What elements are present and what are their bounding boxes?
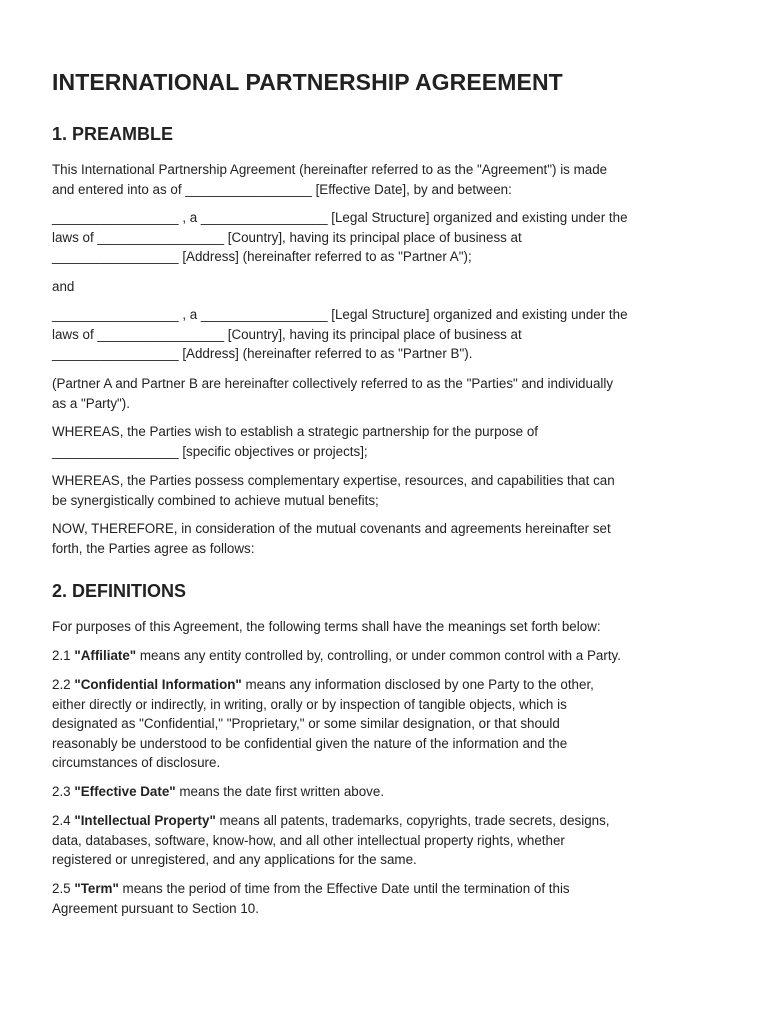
text-line: circumstances of disclosure. — [52, 755, 221, 770]
defined-term: "Affiliate" — [74, 648, 137, 663]
definition-first-line — [52, 675, 732, 695]
text-line: be synergistically combined to achieve mutual benefits; — [52, 492, 379, 508]
definition-first-line — [52, 811, 732, 831]
definition-text: means any information disclosed by one Party to the other, — [245, 677, 594, 692]
definitions-heading: 2. DEFINITIONS — [52, 581, 187, 601]
defined-term: "Confidential Information" — [74, 677, 242, 692]
text-line: _________________ , a _________________ [Legal Structure] organized and existing under the — [52, 210, 628, 225]
definition-affiliate — [52, 646, 732, 666]
text-line: designated as "Confidential," "Proprietary," or some similar designation, or that should — [52, 716, 560, 731]
preamble-intro-paragraph — [52, 160, 732, 199]
text-line: data, databases, software, know-how, and all other intellectual property rights, whether — [52, 832, 565, 848]
and-conjunction — [52, 277, 732, 297]
definition-term — [52, 879, 732, 918]
text-line: Agreement pursuant to Section 10. — [52, 900, 259, 916]
text-line: forth, the Parties agree as follows: — [52, 540, 255, 556]
text-line: _________________ [specific objectives or projects]; — [52, 443, 368, 459]
text-line: WHEREAS, the Parties possess complementary expertise, resources, and capabilities that can — [52, 473, 615, 488]
whereas-clause-1 — [52, 422, 732, 461]
text-line: reasonably be understood to be confidential given the nature of the information and the — [52, 735, 568, 751]
definition-number: 2.2 — [52, 677, 71, 692]
text-line: NOW, THEREFORE, in consideration of the mutual covenants and agreements hereinafter set — [52, 521, 611, 536]
text-line: For purposes of this Agreement, the following terms shall have the meanings set forth below: — [52, 619, 601, 634]
now-therefore-clause — [52, 519, 732, 558]
definition-text: means the period of time from the Effective Date until the termination of this — [122, 881, 570, 896]
definition-number: 2.3 — [52, 784, 71, 799]
partner-b-paragraph — [52, 305, 732, 364]
text-line: This International Partnership Agreement (hereinafter referred to as the "Agreement") is made — [52, 162, 608, 177]
definition-text: means the date first written above. — [179, 784, 385, 799]
definition-confidential-information — [52, 675, 732, 773]
definition-number: 2.5 — [52, 881, 71, 896]
text-line: and entered into as of _________________ [Effective Date], by and between: — [52, 181, 512, 197]
text-line: laws of _________________ [Country], having its principal place of business at — [52, 229, 522, 245]
definition-first-line — [52, 646, 732, 666]
partner-a-paragraph — [52, 208, 732, 267]
parties-definition-paragraph — [52, 374, 732, 413]
definition-first-line — [52, 782, 732, 802]
definition-text: means any entity controlled by, controlling, or under common control with a Party. — [139, 648, 621, 663]
preamble-heading: 1. PREAMBLE — [52, 124, 174, 144]
text-line: _________________ , a _________________ [Legal Structure] organized and existing under the — [52, 307, 628, 322]
whereas-clause-2 — [52, 471, 732, 510]
text-line: and — [52, 279, 75, 294]
definition-number: 2.4 — [52, 813, 71, 828]
text-line: registered or unregistered, and any applications for the same. — [52, 852, 417, 867]
text-line: either directly or indirectly, in writing, orally or by inspection of tangible objects, which is — [52, 696, 567, 712]
definition-intellectual-property — [52, 811, 732, 870]
text-line: WHEREAS, the Parties wish to establish a strategic partnership for the purpose of — [52, 424, 539, 439]
defined-term: "Intellectual Property" — [74, 813, 216, 828]
text-line: (Partner A and Partner B are hereinafter collectively referred to as the "Parties" and individually — [52, 376, 614, 391]
definition-text: means all patents, trademarks, copyrights, trade secrets, designs, — [219, 813, 610, 828]
definition-first-line — [52, 879, 732, 899]
definition-effective-date — [52, 782, 732, 802]
defined-term: "Term" — [74, 881, 119, 896]
text-line: _________________ [Address] (hereinafter referred to as "Partner A"); — [52, 249, 472, 264]
definitions-intro — [52, 617, 732, 637]
text-line: laws of _________________ [Country], having its principal place of business at — [52, 326, 522, 342]
document-title: INTERNATIONAL PARTNERSHIP AGREEMENT — [52, 69, 563, 95]
text-line: as a "Party"). — [52, 395, 130, 411]
definition-number: 2.1 — [52, 648, 71, 663]
defined-term: "Effective Date" — [74, 784, 176, 799]
text-line: _________________ [Address] (hereinafter referred to as "Partner B"). — [52, 346, 473, 361]
